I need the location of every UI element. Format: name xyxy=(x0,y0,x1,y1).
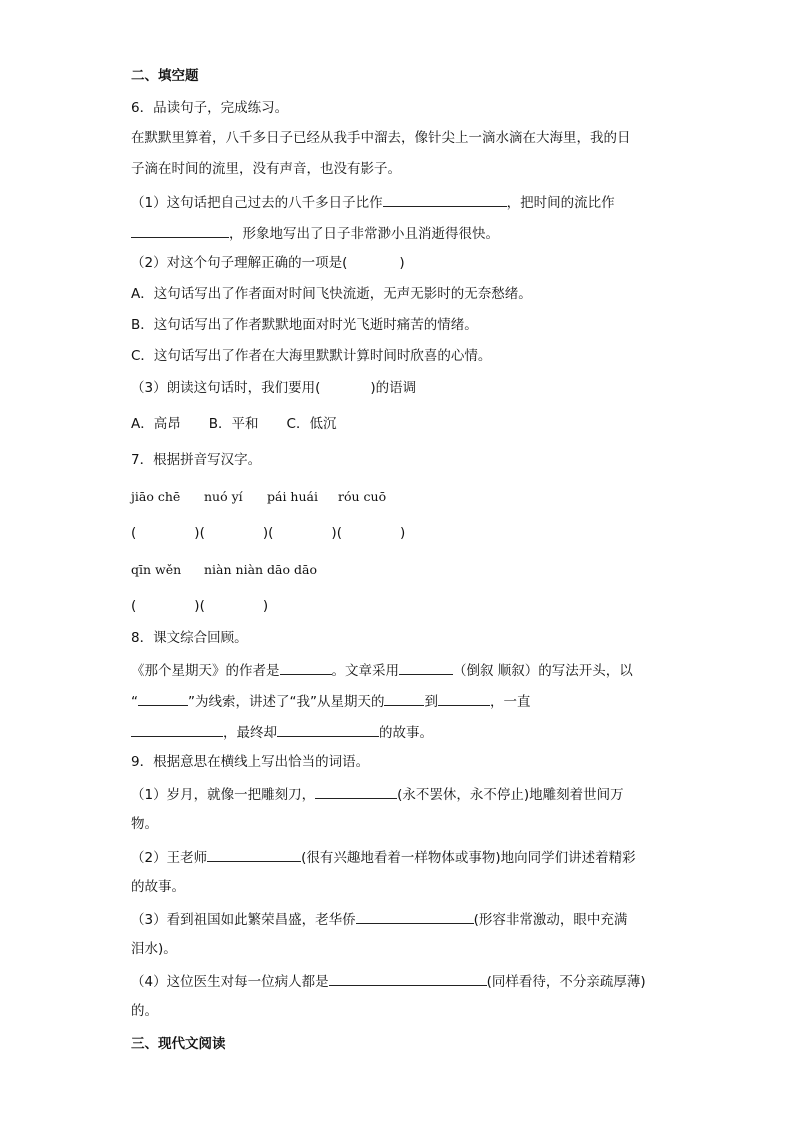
q6-sub2-text: （2）对这个句子理解正确的一项是( xyxy=(131,255,348,271)
q9-item4-text-a: （4）这位医生对每一位病人都是 xyxy=(131,974,329,990)
q9-item1-blank[interactable] xyxy=(315,783,397,799)
q9-item4-blank[interactable] xyxy=(329,970,487,986)
q7-pinyin-4: róu cuō xyxy=(338,489,387,504)
q7-answer-row1 xyxy=(131,523,405,543)
section-two-heading: 二、填空题 xyxy=(131,68,199,84)
q8-text-always: ，一直 xyxy=(489,694,531,710)
q6-choice-c: C．低沉 xyxy=(286,416,337,432)
q9-item3-line2: 泪水)。 xyxy=(131,941,177,957)
q8-line1 xyxy=(131,659,633,681)
q8-text-author: 《那个星期天》的作者是 xyxy=(131,663,280,679)
q7-r1-close-4: ) xyxy=(399,525,406,541)
q6-title: 6．品读句子，完成练习。 xyxy=(131,100,289,116)
q6-choice-b: B．平和 xyxy=(208,416,259,432)
q8-blank-clue[interactable] xyxy=(138,690,188,706)
q7-r2-close-2: ) xyxy=(262,598,269,614)
q7-pinyin-6: niàn niàn dāo dāo xyxy=(204,562,317,577)
q8-title: 8．课文综合回顾。 xyxy=(131,630,248,646)
q9-title: 9．根据意思在横线上写出恰当的词语。 xyxy=(131,754,370,770)
q8-blank-to[interactable] xyxy=(438,690,490,706)
q7-answer-row2 xyxy=(131,596,268,616)
q7-pinyin-1: jiāo chē xyxy=(131,489,181,504)
q6-passage-line2: 子滴在时间的流里，没有声音，也没有影子。 xyxy=(131,161,401,177)
q8-text-adopt: 。文章采用 xyxy=(331,663,399,679)
q9-item3-text-a: （3）看到祖国如此繁荣昌盛，老华侨 xyxy=(131,912,356,928)
q6-sub1-text-a: （1）这句话把自己过去的八千多日子比作 xyxy=(131,195,383,211)
q6-sub1-line1 xyxy=(131,191,615,213)
q9-item3-text-b: (形容非常激动，眼中充满 xyxy=(473,912,628,928)
q7-pinyin-5: qīn wěn xyxy=(131,562,182,577)
q6-choice-a: A．高昂 xyxy=(131,416,181,432)
q7-pinyin-2: nuó yí xyxy=(204,489,243,504)
q6-sub3-text-b: )的语调 xyxy=(370,380,417,396)
q7-title: 7．根据拼音写汉字。 xyxy=(131,452,262,468)
q7-r1-open-4: ( xyxy=(336,525,342,541)
q9-item3-blank[interactable] xyxy=(356,908,474,924)
q7-r1-open-3: ( xyxy=(268,525,274,541)
q8-line2 xyxy=(131,690,530,712)
q8-open-quote: “ xyxy=(131,694,138,710)
q8-blank-author[interactable] xyxy=(280,659,332,675)
q8-text-order: （倒叙 顺叙）的写法开头，以 xyxy=(453,663,633,679)
q7-r2-open-2: ( xyxy=(199,598,205,614)
q9-item1-line2: 物。 xyxy=(131,816,158,832)
q6-sub1-text-c: ，形象地写出了日子非常渺小且消逝得很快。 xyxy=(229,226,499,242)
q9-item2-line1 xyxy=(131,846,636,868)
q6-sub3 xyxy=(131,378,416,398)
q7-r1-close-3: ) xyxy=(331,525,337,541)
section-three-heading: 三、现代文阅读 xyxy=(131,1036,226,1052)
q7-r1-close-1: ) xyxy=(194,525,200,541)
q8-blank-from[interactable] xyxy=(384,690,424,706)
q9-item1-text-a: （1）岁月，就像一把雕刻刀， xyxy=(131,787,316,803)
q9-item2-text-a: （2）王老师 xyxy=(131,850,208,866)
q7-r1-open-1: ( xyxy=(131,525,137,541)
q8-line3 xyxy=(131,721,433,743)
q7-r1-open-2: ( xyxy=(199,525,205,541)
q7-r2-close-1: ) xyxy=(194,598,200,614)
q6-option-c: C．这句话写出了作者在大海里默默计算时间时欣喜的心情。 xyxy=(131,348,492,364)
q6-sub2 xyxy=(131,253,405,273)
q9-item1-text-b: (永不罢休，永不停止)地雕刻着世间万 xyxy=(397,787,624,803)
q6-sub1-blank-1[interactable] xyxy=(383,191,507,207)
q6-sub3-choices xyxy=(131,414,336,434)
q6-option-b: B．这句话写出了作者默默地面对时光飞逝时痛苦的情绪。 xyxy=(131,317,478,333)
q8-text-story: ”为线索，讲述了“我”从星期天的 xyxy=(188,694,385,710)
q7-r1-close-2: ) xyxy=(262,525,269,541)
q7-r2-open-1: ( xyxy=(131,598,137,614)
q9-item4-line2: 的。 xyxy=(131,1003,158,1019)
q6-sub2-close-paren: ) xyxy=(399,255,405,271)
q9-item2-text-b: (很有兴趣地看着一样物体或事物)地向同学们讲述着精彩 xyxy=(301,850,636,866)
q9-item2-line2: 的故事。 xyxy=(131,879,185,895)
q9-item1-line1 xyxy=(131,783,624,805)
q8-text-to: 到 xyxy=(424,694,438,710)
q8-blank-ending[interactable] xyxy=(277,721,379,737)
q9-item3-line1 xyxy=(131,908,627,930)
q9-item2-blank[interactable] xyxy=(207,846,301,862)
q9-item4-text-b: (同样看待，不分亲疏厚薄) xyxy=(486,974,646,990)
q6-sub1-blank-2[interactable] xyxy=(131,222,229,238)
q8-text-finally: ，最终却 xyxy=(223,725,277,741)
q8-blank-waiting[interactable] xyxy=(131,721,223,737)
q6-sub1-line2 xyxy=(131,222,499,244)
q7-pinyin-3: pái huái xyxy=(267,489,318,504)
q6-sub3-text-a: （3）朗读这句话时，我们要用( xyxy=(131,380,321,396)
q9-item4-line1 xyxy=(131,970,646,992)
q6-sub1-text-b: ，把时间的流比作 xyxy=(506,195,615,211)
q8-blank-narration[interactable] xyxy=(399,659,453,675)
q8-text-story-end: 的故事。 xyxy=(379,725,433,741)
q6-option-a: A．这句话写出了作者面对时间飞快流逝，无声无影时的无奈愁绪。 xyxy=(131,286,532,302)
q6-passage-line1: 在默默里算着，八千多日子已经从我手中溜去，像针尖上一滴水滴在大海里，我的日 xyxy=(131,130,631,146)
